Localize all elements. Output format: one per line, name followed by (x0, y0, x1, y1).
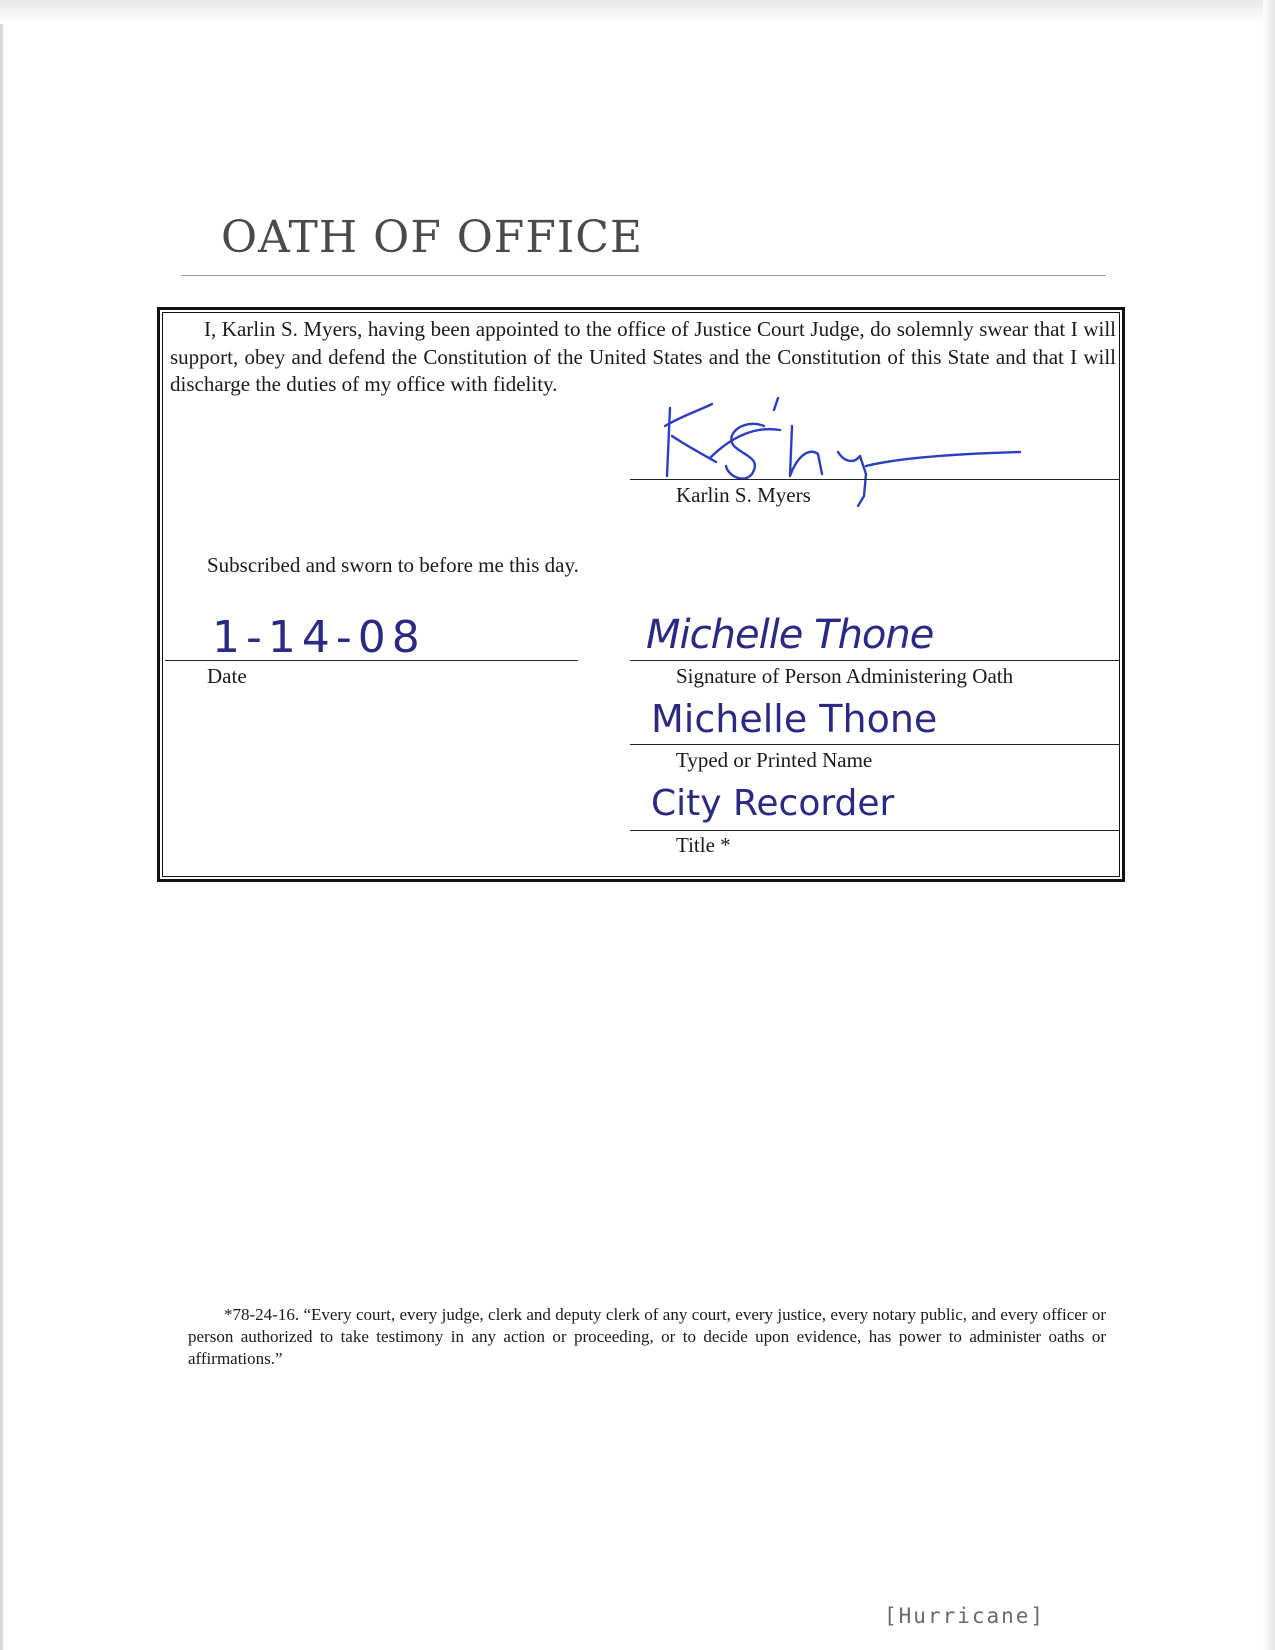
title-field-label: Title * (676, 833, 731, 857)
statute-footnote: *78-24-16. “Every court, every judge, clerk and deputy clerk of any court, every justice, every notary public, and every officer or person authorized to take testimony in any action or proceeding, or to decide upon evidence, has power to administer oaths or affirmations.” (188, 1305, 1106, 1368)
printed-name-label: Typed or Printed Name (676, 748, 873, 772)
handwritten-title: City Recorder (651, 783, 895, 824)
oath-statement: I, Karlin S. Myers, having been appointed to the office of Justice Court Judge, do solemnly swear that I will support, obey and defend the Constitution of the United States and the Constitution of this State and that I will discharge the duties of my office with fidelity. (170, 317, 1116, 396)
scan-top-edge (0, 0, 1275, 24)
judge-name-label: Karlin S. Myers (676, 483, 811, 507)
administrator-signature-label: Signature of Person Administering Oath (676, 664, 1014, 688)
hurricane-stamp: [Hurricane] (884, 1604, 1046, 1628)
handwritten-printed-name: Michelle Thone (651, 697, 938, 741)
scan-right-edge (1263, 0, 1275, 1650)
document-title: OATH OF OFFICE (221, 212, 644, 263)
date-label: Date (207, 664, 247, 688)
administrator-signature: Michelle Thone (646, 612, 934, 658)
handwritten-date: 1-14-08 (212, 612, 426, 663)
title-rule (181, 275, 1106, 276)
date-line (165, 660, 578, 661)
administrator-signature-line (630, 660, 1120, 661)
printed-name-line (630, 744, 1120, 745)
subscribed-statement: Subscribed and sworn to before me this day. (207, 553, 579, 577)
scan-left-edge (0, 24, 3, 1650)
title-line (630, 830, 1120, 831)
judge-signature-line (630, 479, 1120, 480)
